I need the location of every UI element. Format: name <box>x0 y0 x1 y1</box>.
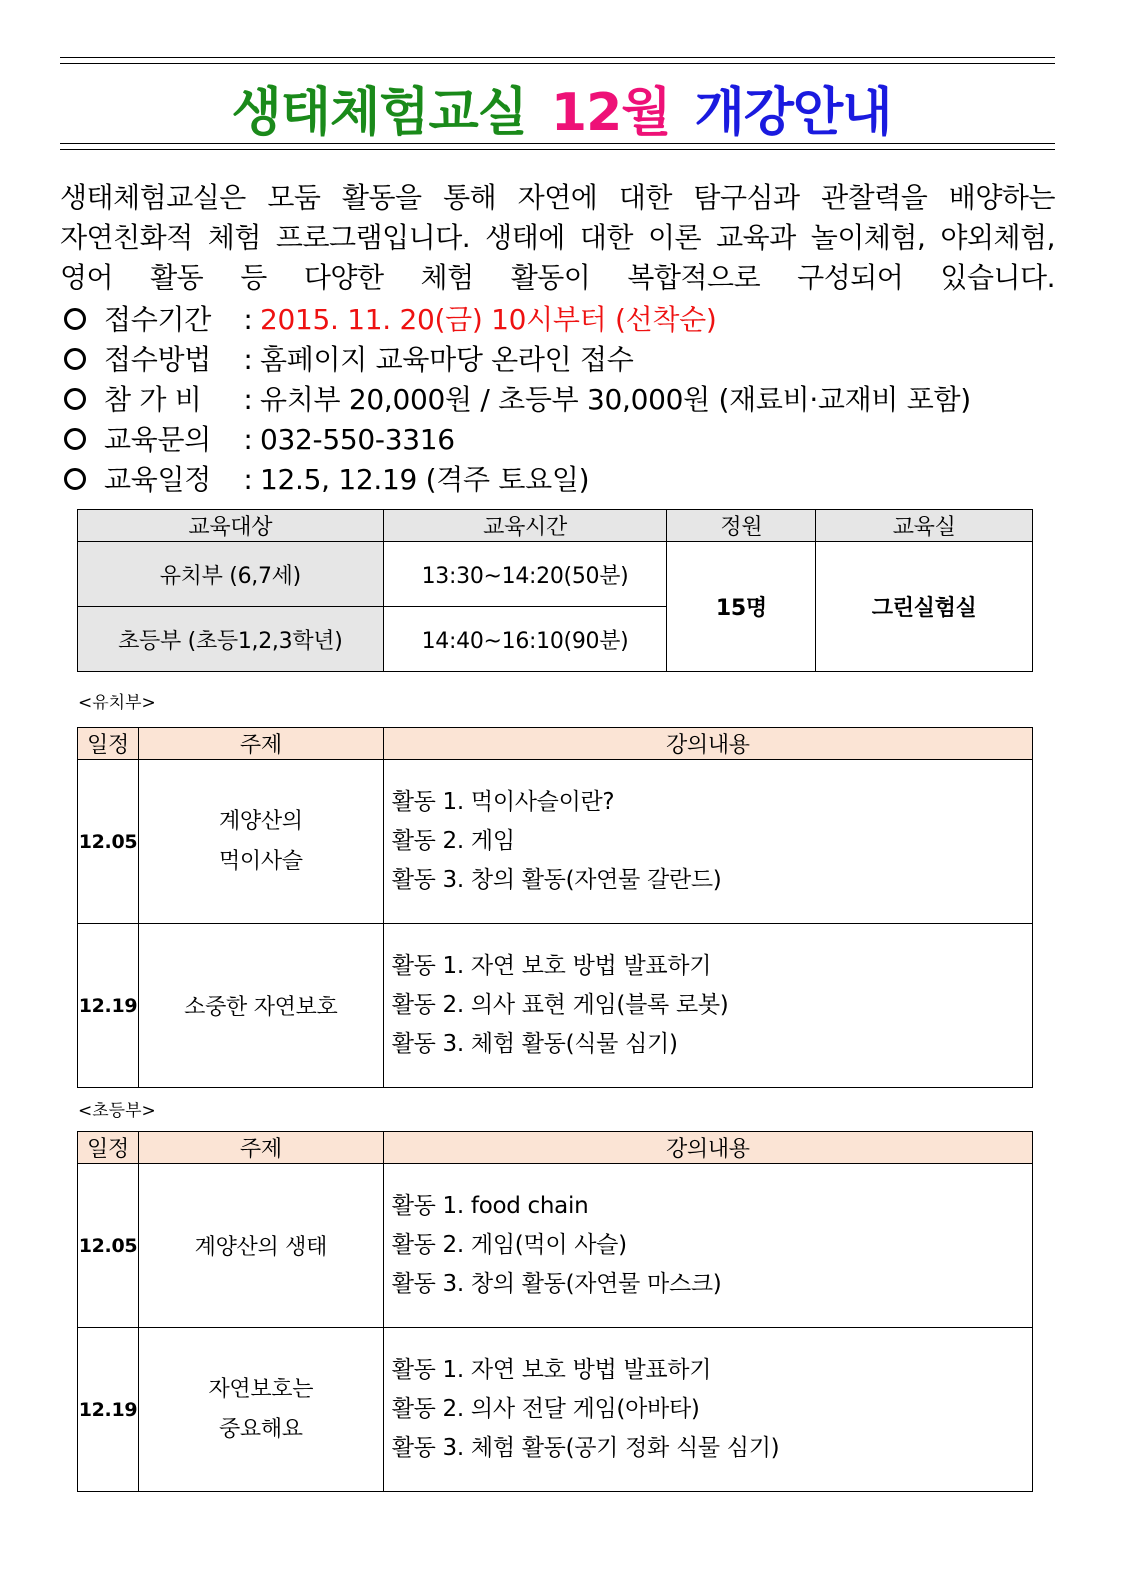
intro-line: 영어 활동 등 다양한 체험 활동이 복합적으로 구성되어 있습니다. <box>60 261 1055 294</box>
info-label: 교육일정 <box>104 463 211 496</box>
title-part-2: 12월 <box>550 83 671 143</box>
time-cell: 14:40~16:10(90분) <box>383 607 667 672</box>
date-cell: 12.19 <box>78 924 139 1088</box>
title-rule-top-2 <box>60 63 1055 64</box>
table-header-row <box>78 1132 1033 1164</box>
info-value: 12.5, 12.19 (격주 토요일) <box>260 463 590 496</box>
info-value: 2015. 11. 20(금) 10시부터 (선착순) <box>260 303 717 336</box>
header-target: 교육대상 <box>78 510 384 542</box>
info-colon: : <box>243 423 253 456</box>
schedule-table <box>77 509 1033 672</box>
info-label: 교육문의 <box>104 423 211 456</box>
content-line: 활동 1. 먹이사슬이란? <box>391 789 615 815</box>
date-cell: 12.05 <box>78 1164 139 1328</box>
info-value: 032-550-3316 <box>260 423 455 456</box>
circle-bullet-icon <box>64 420 104 460</box>
topic-cell <box>138 924 383 1088</box>
header-date: 일정 <box>78 728 139 760</box>
info-value: 유치부 20,000원 / 초등부 30,000원 (재료비·교재비 포함) <box>260 383 971 416</box>
header-topic: 주제 <box>138 1132 383 1164</box>
content-cell <box>383 1328 1032 1492</box>
content-line: 활동 2. 게임(먹이 사슬) <box>391 1232 627 1258</box>
content-cell <box>383 760 1032 924</box>
topic-line: 계양산의 생태 <box>194 1235 328 1260</box>
info-value: 홈페이지 교육마당 온라인 접수 <box>260 343 634 376</box>
content-line: 활동 2. 의사 전달 게임(아바타) <box>391 1396 700 1422</box>
target-cell: 유치부 (6,7세) <box>78 542 384 607</box>
info-colon: : <box>243 303 253 336</box>
intro-line: 생태체험교실은 모둠 활동을 통해 자연에 대한 탐구심과 관찰력을 배양하는 <box>60 181 1055 214</box>
topic-line: 먹이사슬 <box>218 848 303 874</box>
topic-cell <box>138 760 383 924</box>
elem-table <box>77 1131 1033 1492</box>
topic-line: 자연보호는 <box>208 1376 314 1402</box>
content-line: 활동 1. food chain <box>391 1193 589 1219</box>
info-fee <box>64 380 1054 420</box>
header-room: 교육실 <box>816 510 1033 542</box>
table-header-row <box>78 728 1033 760</box>
header-content: 강의내용 <box>383 1132 1032 1164</box>
title-rule-bottom <box>60 143 1055 144</box>
header-date: 일정 <box>78 1132 139 1164</box>
circle-bullet-icon <box>64 380 104 420</box>
header-content: 강의내용 <box>383 728 1032 760</box>
table-row <box>78 1164 1033 1328</box>
kinder-section-label: <유치부> <box>78 693 156 713</box>
info-label: 참 가 비 <box>104 383 202 416</box>
content-line: 활동 3. 창의 활동(자연물 갈란드) <box>391 867 722 893</box>
elem-section-label: <초등부> <box>78 1101 156 1121</box>
time-cell: 13:30~14:20(50분) <box>383 542 667 607</box>
page-title <box>0 70 1123 145</box>
circle-bullet-icon <box>64 300 104 340</box>
info-contact <box>64 420 1054 460</box>
content-line: 활동 3. 창의 활동(자연물 마스크) <box>391 1271 722 1297</box>
date-cell: 12.19 <box>78 1328 139 1492</box>
content-line: 활동 3. 체험 활동(공기 정화 식물 심기) <box>391 1435 780 1461</box>
table-row <box>78 1328 1033 1492</box>
title-part-1: 생태체험교실 <box>231 83 527 143</box>
info-colon: : <box>243 343 253 376</box>
topic-line: 계양산의 <box>218 808 303 834</box>
topic-cell <box>138 1328 383 1492</box>
header-time: 교육시간 <box>383 510 667 542</box>
table-row <box>78 760 1033 924</box>
circle-bullet-icon <box>64 340 104 380</box>
header-topic: 주제 <box>138 728 383 760</box>
info-period <box>64 300 1054 340</box>
date-cell: 12.05 <box>78 760 139 924</box>
content-line: 활동 2. 게임 <box>391 828 515 854</box>
info-colon: : <box>243 383 253 416</box>
content-cell <box>383 1164 1032 1328</box>
info-label: 접수기간 <box>104 303 211 336</box>
circle-bullet-icon <box>64 460 104 500</box>
topic-line: 중요해요 <box>218 1416 303 1442</box>
content-cell <box>383 924 1032 1088</box>
header-capacity: 정원 <box>667 510 816 542</box>
title-rule-bottom-2 <box>60 149 1055 150</box>
content-line: 활동 2. 의사 표현 게임(블록 로봇) <box>391 992 729 1018</box>
topic-cell <box>138 1164 383 1328</box>
intro-paragraph <box>60 178 1055 298</box>
room-cell: 그린실험실 <box>816 542 1033 672</box>
title-rule-top <box>60 57 1055 58</box>
info-schedule <box>64 460 1054 500</box>
kinder-table <box>77 727 1033 1088</box>
topic-line: 소중한 자연보호 <box>184 995 338 1020</box>
info-colon: : <box>243 463 253 496</box>
capacity-cell: 15명 <box>667 542 816 672</box>
table-row <box>78 924 1033 1088</box>
content-line: 활동 3. 체험 활동(식물 심기) <box>391 1031 678 1057</box>
table-header-row <box>78 510 1033 542</box>
intro-line: 자연친화적 체험 프로그램입니다. 생태에 대한 이론 교육과 놀이체험, 야외체험, <box>60 221 1055 254</box>
table-row <box>78 542 1033 607</box>
info-label: 접수방법 <box>104 343 211 376</box>
title-part-3: 개강안내 <box>694 83 892 143</box>
content-line: 활동 1. 자연 보호 방법 발표하기 <box>391 953 712 979</box>
target-cell: 초등부 (초등1,2,3학년) <box>78 607 384 672</box>
info-method <box>64 340 1054 380</box>
content-line: 활동 1. 자연 보호 방법 발표하기 <box>391 1357 712 1383</box>
